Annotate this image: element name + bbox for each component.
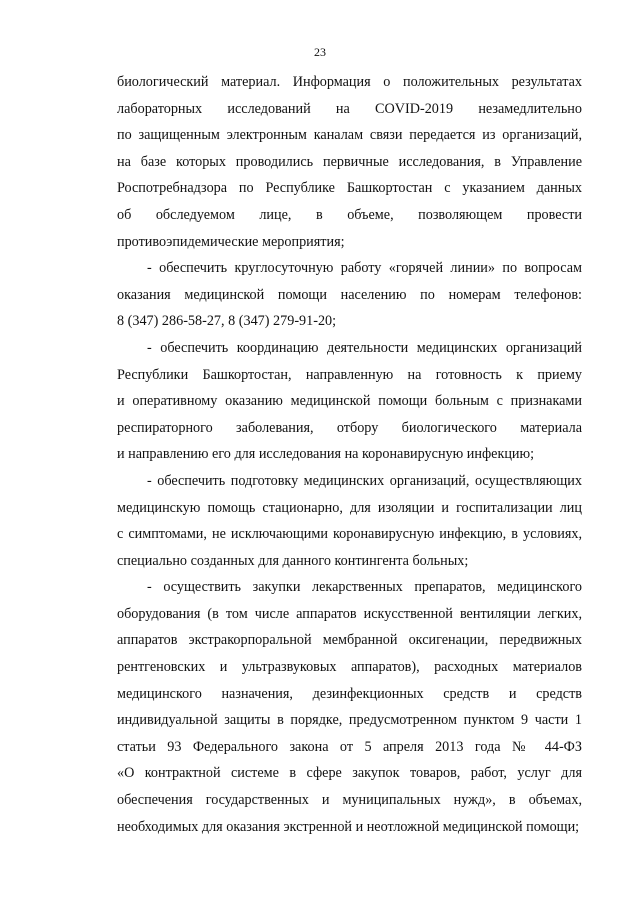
text-line: и оперативному оказанию медицинской помощи больным с признаками bbox=[117, 393, 582, 410]
text-line: рентгеновских и ультразвуковых аппаратов), расходных материалов bbox=[117, 659, 582, 676]
text-line: респираторного заболевания, отбору биологического материала bbox=[117, 419, 582, 436]
text-line: лабораторных исследований на COVID-2019 незамедлительно bbox=[117, 100, 582, 117]
text-line: с симптомами, не исключающими коронавирусную инфекцию, в условиях, bbox=[117, 526, 582, 543]
text-line: специально созданных для данного контингента больных; bbox=[117, 552, 469, 569]
text-line: статьи 93 Федерального закона от 5 апреля 2013 года № 44-ФЗ bbox=[117, 738, 582, 755]
text-line: об обследуемом лице, в объеме, позволяющем провести bbox=[117, 206, 582, 223]
text-line: - обеспечить подготовку медицинских организаций, осуществляющих bbox=[147, 472, 582, 489]
text-line: медицинскую помощь стационарно, для изоляции и госпитализации лиц bbox=[117, 499, 582, 516]
text-line: на базе которых проводились первичные исследования, в Управление bbox=[117, 153, 582, 170]
text-line: противоэпидемические мероприятия; bbox=[117, 233, 345, 250]
text-line: - осуществить закупки лекарственных препаратов, медицинского bbox=[147, 579, 582, 596]
text-line: индивидуальной защиты в порядке, предусмотренном пунктом 9 части 1 bbox=[117, 712, 582, 729]
text-line: необходимых для оказания экстренной и неотложной медицинской помощи; bbox=[117, 818, 580, 835]
text-line: оказания медицинской помощи населению по номерам телефонов: bbox=[117, 286, 582, 303]
text-line: Роспотребнадзора по Республике Башкортостан с указанием данных bbox=[117, 180, 582, 197]
text-line: «О контрактной системе в сфере закупок товаров, работ, услуг для bbox=[117, 765, 582, 782]
text-line: биологический материал. Информация о положительных результатах bbox=[117, 74, 582, 90]
text-line: оборудования (в том числе аппаратов искусственной вентиляции легких, bbox=[117, 605, 582, 622]
text-line: 8 (347) 286-58-27, 8 (347) 279-91-20; bbox=[117, 313, 337, 330]
text-line: аппаратов экстракорпоральной мембранной оксигенации, передвижных bbox=[117, 632, 582, 649]
text-line: - обеспечить круглосуточную работу «горячей линии» по вопросам bbox=[147, 260, 582, 277]
text-line: и направлению его для исследования на коронавирусную инфекцию; bbox=[117, 446, 535, 463]
document-body bbox=[117, 69, 582, 840]
text-line: по защищенным электронным каналам связи передается из организаций, bbox=[117, 127, 582, 144]
text-line: Республики Башкортостан, направленную на готовность к приему bbox=[117, 366, 582, 383]
page-number: 23 bbox=[314, 45, 326, 59]
text-line: обеспечения государственных и муниципальных нужд», в объемах, bbox=[117, 792, 582, 809]
text-line: - обеспечить координацию деятельности медицинских организаций bbox=[147, 339, 582, 356]
text-line: медицинского назначения, дезинфекционных средств и средств bbox=[117, 685, 582, 702]
